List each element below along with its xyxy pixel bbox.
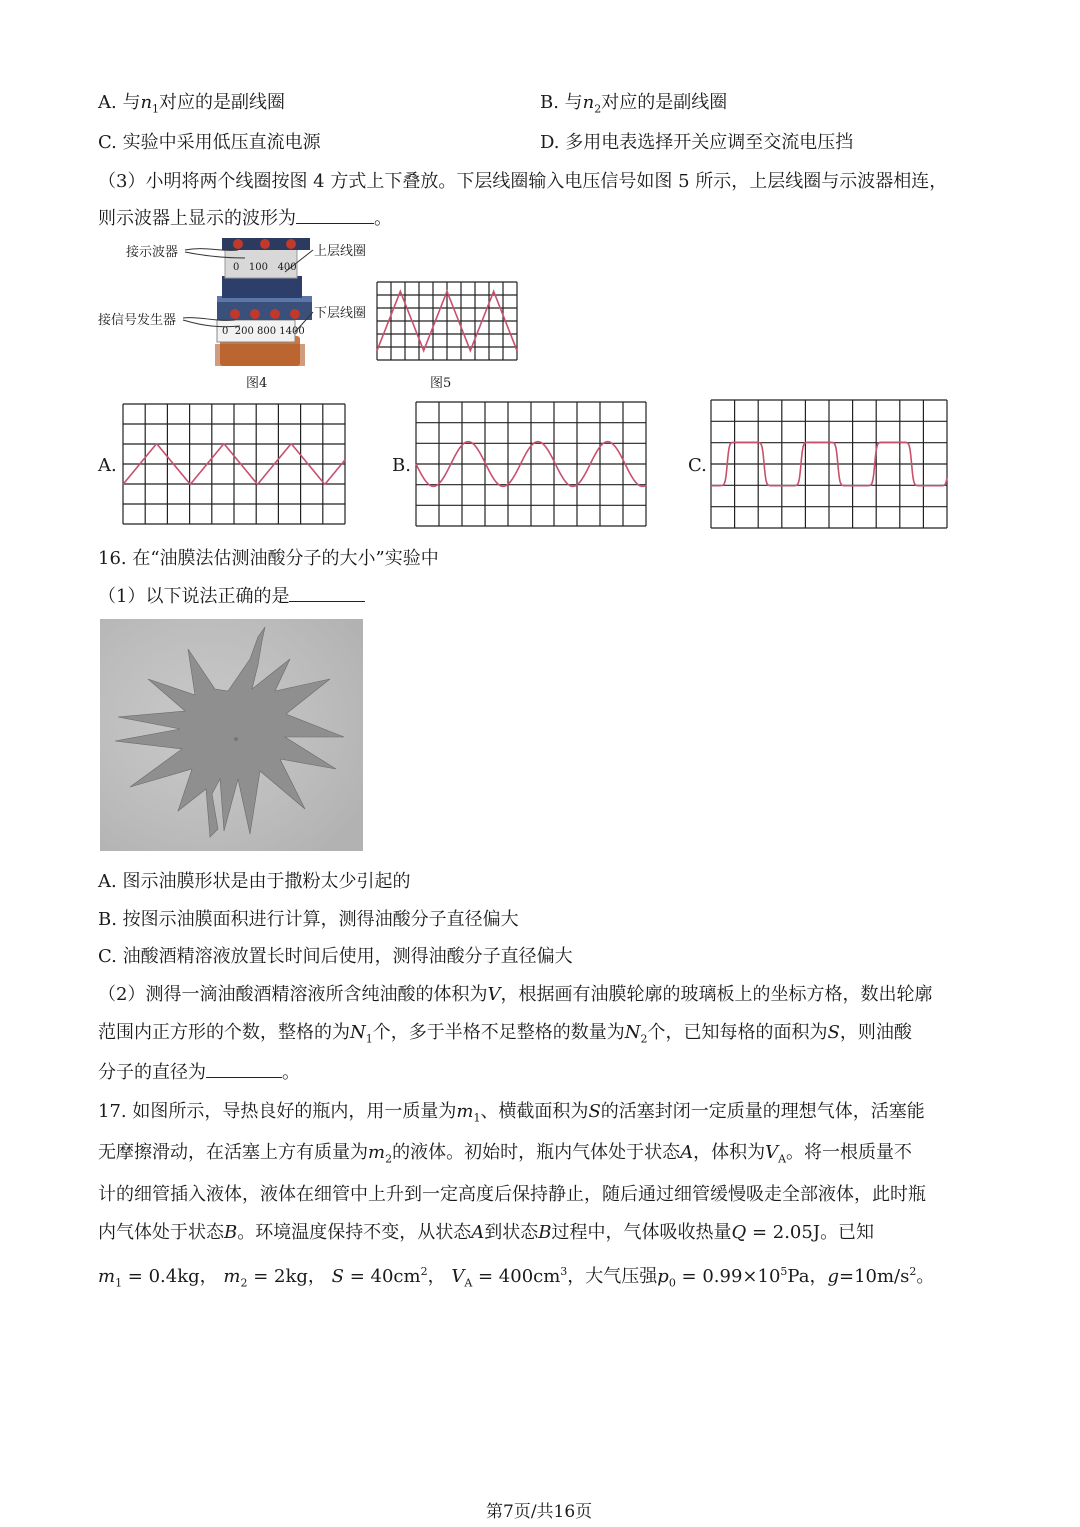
choice-c-label: C. <box>688 455 707 476</box>
upper-terminal <box>233 239 243 249</box>
upper-scale: 0 100 400 <box>233 262 297 273</box>
label-lower-coil: 下层线圈 <box>314 306 367 321</box>
q16-part2-line1: （2）测得一滴油酸酒精溶液所含纯油酸的体积为V，根据画有油膜轮廓的玻璃板上的坐标方格，数出轮廓 <box>98 984 933 1005</box>
label-upper-coil: 上层线圈 <box>314 244 367 259</box>
lower-terminal <box>270 309 280 319</box>
q16-part1: （1）以下说法正确的是 <box>98 582 365 608</box>
label-oscilloscope: 接示波器 <box>126 245 179 260</box>
answer-blank <box>296 205 374 224</box>
q17-line1: 17. 如图所示，导热良好的瓶内，用一质量为$m_1$、横截面积为S的活塞封闭一定质量的理想气体，活塞能 <box>98 1101 925 1125</box>
q15-option-c: C. 实验中采用低压直流电源 <box>98 132 321 153</box>
q17-line2: 无摩擦滑动，在活塞上方有质量为$m_2$的液体。初始时，瓶内气体处于状态A，体积为$V_A$。将一根质量不 <box>98 1142 913 1166</box>
lower-terminal <box>230 309 240 319</box>
answer-blank <box>289 583 365 602</box>
q15-part3-line2: 则示波器上显示的波形为 。 <box>98 204 392 230</box>
q16-part2-line3: 分子的直径为 。 <box>98 1058 300 1084</box>
figure-5-caption: 图5 <box>430 376 452 391</box>
q17-line3: 计的细管插入液体，液体在细管中上升到一定高度后保持静止，随后通过细管缓慢吸走全部液体，此时瓶 <box>98 1184 926 1205</box>
q15-option-a: A. 与$n_1$对应的是副线圈 <box>98 92 286 116</box>
choice-a-waveform <box>123 404 345 524</box>
q15-option-b: B. 与$n_2$对应的是副线圈 <box>540 92 728 116</box>
upper-terminal <box>286 239 296 249</box>
q16-stem: 16. 在“油膜法估测油酸分子的大小”实验中 <box>98 548 439 569</box>
upper-iron-yoke <box>222 276 302 298</box>
q17-line4: 内气体处于状态B。环境温度保持不变，从状态A到状态B过程中，气体吸收热量Q = 2.05J。已知 <box>98 1222 875 1243</box>
lower-terminal <box>250 309 260 319</box>
choice-a-label: A. <box>98 455 117 476</box>
q16-option-a: A. 图示油膜形状是由于撒粉太少引起的 <box>98 871 411 892</box>
choice-c-waveform <box>711 400 947 528</box>
choice-b-label: B. <box>392 455 411 476</box>
q16-option-b: B. 按图示油膜面积进行计算，测得油酸分子直径偏大 <box>98 909 519 930</box>
label-signal-generator: 接信号发生器 <box>98 313 177 328</box>
q16-option-c: C. 油酸酒精溶液放置长时间后使用，测得油酸分子直径偏大 <box>98 946 573 967</box>
answer-blank <box>206 1059 282 1078</box>
lower-terminal <box>290 309 300 319</box>
upper-terminal <box>260 239 270 249</box>
q15-option-d: D. 多用电表选择开关应调至交流电压挡 <box>540 132 854 153</box>
q15-part3-line1: （3）小明将两个线圈按图 4 方式上下叠放。下层线圈输入电压信号如图 5 所示，上层线圈与示波器相连， <box>98 171 948 192</box>
figure-4-caption: 图4 <box>246 376 268 391</box>
oil-film-image <box>100 619 363 851</box>
page-footer: 第7页/共16页 <box>486 1502 593 1522</box>
q16-part2-line2: 范围内正方形的个数，整格的为$N_1$个，多于半格不足整格的数量为$N_2$个，已知每格的面积为S，则油酸 <box>98 1022 912 1046</box>
lower-scale: 0 200 800 1400 <box>222 326 305 337</box>
choice-b-waveform <box>416 402 646 526</box>
figure-5-grid <box>377 282 517 360</box>
q17-given-values: $m_1 = 0.4kg$， $m_2 = 2kg$， $S = 40cm^2$， $V_A = 400cm^3$，大气压强$p_0 = 0.99\times 10^5Pa$，$g=10m/s^2$。 <box>98 1265 935 1290</box>
